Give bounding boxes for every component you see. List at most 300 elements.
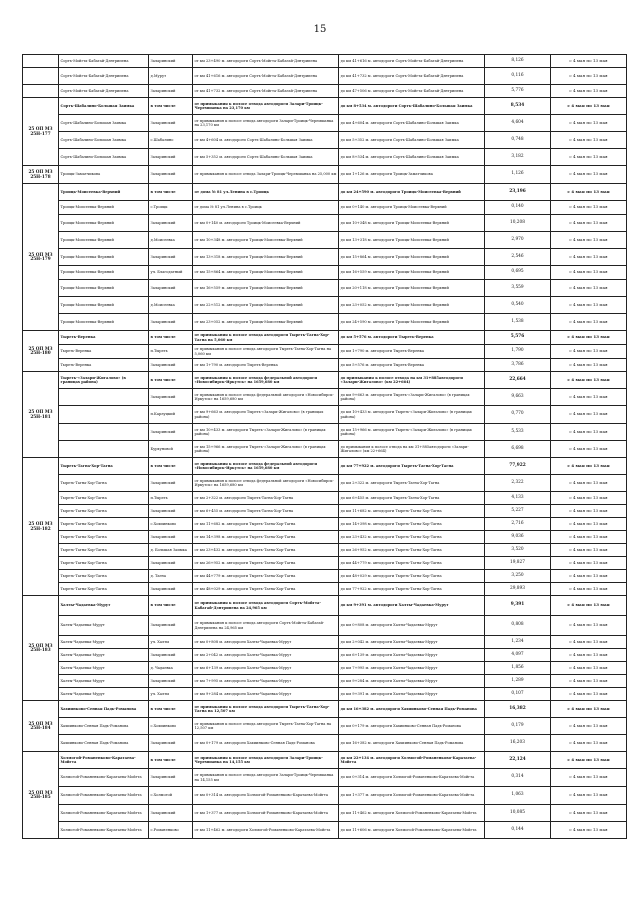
locality-cell: д. Большая Заимка <box>149 544 193 557</box>
restriction-period-cell: с 4 мая по 13 мая <box>551 201 627 215</box>
segment-end-cell: до км 10+348 м. автодороги Троицк-Моисеевка-Верхний <box>339 215 485 232</box>
road-name-cell: Троицк-Моисеевка-Верхний <box>59 314 149 331</box>
segment-start-cell: от км 23+432 м. автодороги Тыреть-Тагна-Хор-Тагна <box>193 544 339 557</box>
length-km-cell: 0,770 <box>485 406 551 424</box>
segment-start-cell: от км 23+052 м. автодороги Троицк-Моисеевка-Верхний <box>193 314 339 331</box>
locality-cell: уч. Халты <box>149 688 193 701</box>
segment-end-cell: до км 14+398 м. автодороги Тыреть-Тагна-Хор-Тагна <box>339 518 485 531</box>
segment-end-cell: до км 48+029 м. автодороги Тыреть-Тагна-Хор-Тагна <box>339 570 485 583</box>
restriction-period-cell: с 4 мая по 13 мая <box>551 184 627 201</box>
segment-start-cell: от примыкания к полосе отвода Залари-Троицк-Черемшанка на 25,000 км <box>193 166 339 184</box>
segment-start-cell: от примыкания к полосе отвода автодороги Тыреть-Тагна-Хор-Тагна на 5,060 км <box>193 331 339 345</box>
segment-end-cell: до км 9+663 м. автодороги Тыреть-«Залари-Жигалово» (в границах района) <box>339 389 485 406</box>
segment-end-cell: до км 5+576 м. автодороги Тыреть-Веренка <box>339 359 485 372</box>
restriction-period-cell: с 4 мая по 13 мая <box>551 441 627 458</box>
length-km-cell: 6,698 <box>485 441 551 458</box>
segment-start-cell: от примыкания к полосе отвода автодороги Тыреть-Тагна-Хор-Тагна на 5,060 км <box>193 345 339 359</box>
road-code-cell <box>23 85 59 98</box>
segment-end-cell: до км 41+616 м. автодороги Сортъ-Мойгта-Бабагай-Дэнтрипена <box>339 55 485 68</box>
restriction-period-cell: с 4 мая по 13 мая <box>551 649 627 662</box>
length-km-cell: 1,856 <box>485 662 551 675</box>
segment-start-cell: от км 10+348 м. автодороги Троицк-Моисеевка-Верхний <box>193 232 339 249</box>
length-km-cell: 1,234 <box>485 636 551 649</box>
restriction-period-cell: с 4 мая по 13 мая <box>551 98 627 115</box>
restriction-period-cell: с 4 мая по 13 мая <box>551 662 627 675</box>
road-name-cell: Тыреть-Тагна-Хор-Тагна <box>59 531 149 544</box>
segment-start-cell: от км 1+377 м. автодороги Холмогой-Романенково-Каратаева-Мойгта <box>193 805 339 822</box>
road-code-cell: 25 ОП МЗ 25Н-181 <box>23 372 59 458</box>
segment-start-cell: от км 48+029 м. автодороги Тыреть-Тагна-Хор-Тагна <box>193 583 339 596</box>
locality-cell: Бурхуновой <box>149 441 193 458</box>
locality-cell: Заларинский <box>149 215 193 232</box>
segment-start-cell: от км 22+512 м. автодороги Троицк-Моисеевка-Верхний <box>193 297 339 314</box>
restriction-period-cell: с 4 мая по 13 мая <box>551 735 627 752</box>
locality-cell: Заларинский <box>149 359 193 372</box>
length-km-cell: 16,382 <box>485 701 551 718</box>
restriction-period-cell: с 4 мая по 13 мая <box>551 769 627 787</box>
restriction-period-cell: с 4 мая по 13 мая <box>551 544 627 557</box>
locality-cell: п.Карлуцкий <box>149 406 193 424</box>
road-name-cell: Холмогой-Романенково-Каратаева-Мойгта <box>59 787 149 805</box>
road-name-cell: Троицк-Моисеевка-Верхний <box>59 297 149 314</box>
locality-cell: Заларинский <box>149 249 193 266</box>
segment-start-cell: от примыкания к полосе отвода автодороги Тыреть-Тагна-Хор-Тагна на 12,507 км <box>193 701 339 718</box>
segment-end-cell: до км 0+314 м. автодороги Холмогой-Романенково-Каратаева-Мойгта <box>339 769 485 787</box>
length-km-cell: 9,036 <box>485 531 551 544</box>
segment-end-cell: до км 5+576 м. автодороги Тыреть-Веренка <box>339 331 485 345</box>
road-name-cell: Тыреть-Тагна-Хор-Тагна <box>59 505 149 518</box>
road-code-cell: 25 ОП МЗ 25Н-183 <box>23 596 59 701</box>
restriction-period-cell: с 4 мая по 13 мая <box>551 314 627 331</box>
restriction-period-cell: с 4 мая по 13 мая <box>551 458 627 475</box>
locality-cell: в том числе <box>149 184 193 201</box>
road-name-cell: Сортъ-Мойгта-Бабагай-Дэнтрипена <box>59 55 149 68</box>
length-km-cell: 8,126 <box>485 55 551 68</box>
locality-cell: с.Романенково <box>149 822 193 839</box>
segment-end-cell: до км 10+433 м. автодороги Тыреть-«Залари-Жигалово» (в границах района) <box>339 406 485 424</box>
segment-start-cell: от км 41+616 м. автодороги Сортъ-Мойгта-Бабагай-Дэнтрипена <box>193 68 339 85</box>
road-name-cell: Халты-Чадаевка-Мурут <box>59 616 149 636</box>
locality-cell: п.Тыреть <box>149 492 193 505</box>
road-name-cell <box>59 406 149 424</box>
segment-end-cell: до км 2+042 м. автодороги Халты-Чадаевка-Мурут <box>339 636 485 649</box>
road-name-cell: Халты-Чадаевка-Мурут <box>59 688 149 701</box>
road-name-cell: Троицк-Моисеевка-Верхний <box>59 280 149 297</box>
locality-cell: д.Моисеевка <box>149 232 193 249</box>
restriction-period-cell: с 4 мая по 13 мая <box>551 132 627 149</box>
table-row <box>23 475 627 492</box>
length-km-cell: 1,538 <box>485 314 551 331</box>
restriction-period-cell: с 4 мая по 13 мая <box>551 232 627 249</box>
segment-end-cell: до км 16+559 м. автодороги Троицк-Моисеевка-Верхний <box>339 266 485 280</box>
locality-cell: Заларинский <box>149 55 193 68</box>
table-row <box>23 297 627 314</box>
road-name-cell: Тыреть-Тагна-Хор-Тагна <box>59 492 149 505</box>
road-code-cell: 25 ОП МЗ 25Н-179 <box>23 184 59 331</box>
segment-end-cell: до км 1+790 м. автодороги Тыреть-Веренка <box>339 345 485 359</box>
road-name-cell: Сортъ-Шабалино-Большая Заимка <box>59 115 149 132</box>
segment-start-cell: от примыкания к полосе отвода автодороги Сортъ-Мойгта-Бабагай-Дэнтрипена на 24,965 км <box>193 596 339 616</box>
table-row <box>23 718 627 735</box>
length-km-cell: 0,144 <box>485 822 551 839</box>
segment-start-cell: от км 7+995 м. автодороги Халты-Чадаевка-Мурут <box>193 675 339 688</box>
segment-start-cell: от км 2+322 м. автодороги Тыреть-Тагна-Хор-Тагна <box>193 492 339 505</box>
segment-start-cell: от км 6+139 м. автодороги Халты-Чадаевка-Мурут <box>193 662 339 675</box>
road-name-cell: Хахиинково-Сенная Падь-Романова <box>59 718 149 735</box>
segment-end-cell: до км 11+682 м. автодороги Тыреть-Тагна-Хор-Тагна <box>339 505 485 518</box>
restriction-period-cell: с 4 мая по 13 мая <box>551 166 627 184</box>
table-row <box>23 132 627 149</box>
road-closure-table <box>22 54 627 839</box>
road-name-cell: Сортъ-Мойгта-Бабагай-Дэнтрипена <box>59 68 149 85</box>
segment-start-cell: от км 4+604 м. автодороги Сортъ-Шабалино-Большая Заимка <box>193 132 339 149</box>
locality-cell: уч. Халты <box>149 636 193 649</box>
length-km-cell: 0,540 <box>485 297 551 314</box>
segment-start-cell: от км 11+682 м. автодороги Тыреть-Тагна-Хор-Тагна <box>193 518 339 531</box>
locality-cell: д. Тагна <box>149 570 193 583</box>
segment-start-cell: от км 16+559 м. автодороги Троицк-Моисеевка-Верхний <box>193 280 339 297</box>
restriction-period-cell: с 4 мая по 13 мая <box>551 518 627 531</box>
length-km-cell: 1,126 <box>485 166 551 184</box>
length-km-cell: 4,604 <box>485 115 551 132</box>
restriction-period-cell: с 4 мая по 13 мая <box>551 406 627 424</box>
segment-end-cell: до примыкания к полосе отвода на км 31+885автодороги «Залари-Жигалово» (км 22+664) <box>339 372 485 389</box>
road-name-cell: Троицк-Моисеевка-Верхний <box>59 232 149 249</box>
restriction-period-cell: с 4 мая по 13 мая <box>551 389 627 406</box>
table-group-row <box>23 701 627 718</box>
road-code-cell <box>23 68 59 85</box>
table-group-row <box>23 184 627 201</box>
road-name-cell: Сортъ-Шабалино-Большая Заимка <box>59 98 149 115</box>
road-name-cell: Тыреть-Тагна-Хор-Тагна <box>59 557 149 570</box>
table-row <box>23 280 627 297</box>
locality-cell: Заларинский <box>149 424 193 441</box>
length-km-cell: 5,776 <box>485 85 551 98</box>
road-name-cell <box>59 424 149 441</box>
table-row <box>23 115 627 132</box>
length-km-cell: 5,576 <box>485 331 551 345</box>
segment-start-cell: от примыкания к полосе отвода федеральной автодороги «Новосибирск-Иркутск» на 1659,680 км <box>193 372 339 389</box>
table-row <box>23 389 627 406</box>
segment-start-cell: от км 26+952 м. автодороги Тыреть-Тагна-Хор-Тагна <box>193 557 339 570</box>
table-row <box>23 215 627 232</box>
table-row <box>23 166 627 184</box>
length-km-cell: 2,546 <box>485 249 551 266</box>
length-km-cell: 19,827 <box>485 557 551 570</box>
locality-cell: Заларинский <box>149 389 193 406</box>
restriction-period-cell: с 4 мая по 13 мая <box>551 787 627 805</box>
segment-end-cell: до км 23+052 м. автодороги Троицк-Моисеевка-Верхний <box>339 297 485 314</box>
road-name-cell <box>59 389 149 406</box>
restriction-period-cell: с 4 мая по 13 мая <box>551 531 627 544</box>
restriction-period-cell: с 4 мая по 13 мая <box>551 505 627 518</box>
restriction-period-cell: с 4 мая по 13 мая <box>551 85 627 98</box>
length-km-cell: 9,663 <box>485 389 551 406</box>
table-row <box>23 518 627 531</box>
segment-start-cell: от км 6+455 м. автодороги Тыреть-Тагна-Хор-Тагна <box>193 505 339 518</box>
length-km-cell: 0,179 <box>485 718 551 735</box>
segment-start-cell: от км 2+042 м. автодороги Халты-Чадаевка-Мурут <box>193 649 339 662</box>
road-name-cell <box>59 441 149 458</box>
length-km-cell: 10,085 <box>485 805 551 822</box>
restriction-period-cell: с 4 мая по 13 мая <box>551 805 627 822</box>
table-row <box>23 787 627 805</box>
table-row <box>23 249 627 266</box>
length-km-cell: 16,203 <box>485 735 551 752</box>
road-name-cell: Халты-Чадаевка-Мурут <box>59 649 149 662</box>
segment-end-cell: до км 20+118 м. автодороги Троицк-Моисеевка-Верхний <box>339 280 485 297</box>
restriction-period-cell: с 4 мая по 13 мая <box>551 266 627 280</box>
table-group-row <box>23 98 627 115</box>
segment-start-cell: от км 9+663 м. автодороги Тыреть-«Залари-Жигалово» (в границах района) <box>193 406 339 424</box>
road-name-cell: Тыреть-Тагна-Хор-Тагна <box>59 475 149 492</box>
table-body <box>23 55 627 839</box>
table-row <box>23 424 627 441</box>
segment-start-cell: от примыкания к полосе отвода автодороги Залари-Троицк-Черемшанка на 23,170 км <box>193 98 339 115</box>
restriction-period-cell: с 4 мая по 13 мая <box>551 583 627 596</box>
segment-start-cell: от км 0+179 м. автодороги Хахиинково-Сенная Падь-Романова <box>193 735 339 752</box>
length-km-cell: 9,391 <box>485 596 551 616</box>
length-km-cell: 3,182 <box>485 149 551 166</box>
locality-cell: Заларинский <box>149 735 193 752</box>
length-km-cell: 1,063 <box>485 787 551 805</box>
road-name-cell: Троицк-Моисеевка-Верхний <box>59 266 149 280</box>
road-name-cell: Тыреть-Тагна-Хор-Тагна <box>59 583 149 596</box>
length-km-cell: 5,533 <box>485 424 551 441</box>
restriction-period-cell: с 4 мая по 13 мая <box>551 616 627 636</box>
length-km-cell: 29,893 <box>485 583 551 596</box>
table-row <box>23 544 627 557</box>
road-name-cell: Троицк-Заматчикова <box>59 166 149 184</box>
segment-end-cell: до км 0+808 м. автодороги Халты-Чадаевка-Мурут <box>339 616 485 636</box>
segment-start-cell: от примыкания к полосе отвода автодороги Сортъ-Мойгта-Бабагай-Дэнтрипена на 24,965 км <box>193 616 339 636</box>
road-code-cell <box>23 55 59 68</box>
locality-cell: в том числе <box>149 701 193 718</box>
length-km-cell: 3,250 <box>485 570 551 583</box>
locality-cell: д. Чадаевка <box>149 662 193 675</box>
road-code-cell: 25 ОП МЗ 25Н-184 <box>23 701 59 752</box>
segment-end-cell: до км 0+179 м. автодороги Хахиинково-Сенная Падь-Романова <box>339 718 485 735</box>
locality-cell: Заларинский <box>149 583 193 596</box>
segment-end-cell: до км 8+534 м. автодороги Сортъ-Шабалино-Большая Заимка <box>339 149 485 166</box>
locality-cell: Заларинский <box>149 557 193 570</box>
segment-end-cell: до км 24+590 м. автодороги Троицк-Моисеевка-Верхний <box>339 184 485 201</box>
segment-end-cell: до км 9+391 м. автодороги Халты-Чадаевка-Мурут <box>339 596 485 616</box>
segment-end-cell: до км 11+462 м. автодороги Холмогой-Романенково-Каратаева-Мойгта <box>339 805 485 822</box>
length-km-cell: 1,790 <box>485 345 551 359</box>
road-name-cell: Тыреть-Веренка <box>59 359 149 372</box>
locality-cell: Заларинский <box>149 505 193 518</box>
locality-cell: Заларинский <box>149 805 193 822</box>
locality-cell: Заларинский <box>149 85 193 98</box>
locality-cell: Заларинский <box>149 616 193 636</box>
table-row <box>23 68 627 85</box>
table-row <box>23 359 627 372</box>
locality-cell: Заларинский <box>149 280 193 297</box>
length-km-cell: 22,124 <box>485 752 551 769</box>
table-row <box>23 55 627 68</box>
locality-cell: с.Холмогой <box>149 787 193 805</box>
table-row <box>23 345 627 359</box>
road-name-cell: Тыреть-Тагна-Хор-Тагна <box>59 544 149 557</box>
segment-end-cell: до км 16+382 м. автодороги Хахиинково-Сенная Падь-Романова <box>339 701 485 718</box>
table-row <box>23 662 627 675</box>
segment-end-cell: до км 15+966 м. автодороги Тыреть-«Залари-Жигалово» (в границах района) <box>339 424 485 441</box>
restriction-period-cell: с 4 мая по 13 мая <box>551 215 627 232</box>
length-km-cell: 2,716 <box>485 518 551 531</box>
segment-end-cell: до км 0+140 м. автодороги Троицк-Моисеевка-Верхний <box>339 201 485 215</box>
length-km-cell: 0,116 <box>485 68 551 85</box>
table-group-row <box>23 596 627 616</box>
segment-start-cell: от примыкания к полосе отвода автодороги Залари-Троицк-Черемшанка на 14,155 км <box>193 769 339 787</box>
page-number: 15 <box>313 24 327 35</box>
locality-cell: д.Мурут <box>149 68 193 85</box>
segment-end-cell: до км 1+126 м. автодороги Троицк-Заматчикова <box>339 166 485 184</box>
length-km-cell: 3,520 <box>485 544 551 557</box>
length-km-cell: 4,133 <box>485 492 551 505</box>
road-name-cell: Хахиинково-Сенная Падь-Романова <box>59 735 149 752</box>
restriction-period-cell: с 4 мая по 13 мая <box>551 492 627 505</box>
segment-end-cell: до км 24+590 м. автодороги Троицк-Моисеевка-Верхний <box>339 314 485 331</box>
segment-end-cell: до км 41+732 м. автодороги Сортъ-Мойгта-Бабагай-Дэнтрипена <box>339 68 485 85</box>
table-row <box>23 149 627 166</box>
table-row <box>23 649 627 662</box>
road-name-cell: Троицк-Моисеевка-Верхний <box>59 201 149 215</box>
road-name-cell: Холмогой-Романенково-Каратаева-Мойгта <box>59 752 149 769</box>
road-code-cell: 25 ОП МЗ 25Н-182 <box>23 458 59 596</box>
table-row <box>23 805 627 822</box>
segment-start-cell: от км 0+314 м. автодороги Холмогой-Романенково-Каратаева-Мойгта <box>193 787 339 805</box>
locality-cell: в том числе <box>149 331 193 345</box>
segment-end-cell: до примыкания к полосе отвода на км 31+885автодороги «Залари-Жигалово» (км 22+664) <box>339 441 485 458</box>
restriction-period-cell: с 4 мая по 13 мая <box>551 596 627 616</box>
table-row <box>23 675 627 688</box>
locality-cell: Заларинский <box>149 649 193 662</box>
length-km-cell: 77,922 <box>485 458 551 475</box>
segment-end-cell: до км 22+134 м. автодороги Холмогой-Романенково-Каратаева-Мойгта <box>339 752 485 769</box>
length-km-cell: 0,140 <box>485 201 551 215</box>
road-name-cell: Халты-Чадаевка-Мурут <box>59 675 149 688</box>
segment-end-cell: до км 47+506 м. автодороги Сортъ-Мойгта-Бабагай-Дэнтрипена <box>339 85 485 98</box>
length-km-cell: 0,107 <box>485 688 551 701</box>
segment-end-cell: до км 13+318 м. автодороги Троицк-Моисеевка-Верхний <box>339 232 485 249</box>
length-km-cell: 3,786 <box>485 359 551 372</box>
segment-start-cell: от км 41+732 м. автодороги Сортъ-Мойгта-Бабагай-Дэнтрипена <box>193 85 339 98</box>
restriction-period-cell: с 4 мая по 13 мая <box>551 55 627 68</box>
table-row <box>23 266 627 280</box>
table-row <box>23 557 627 570</box>
locality-cell: Заларинский <box>149 769 193 787</box>
segment-end-cell: до км 8+534 м. автодороги Сортъ-Шабалино-Большая Заимка <box>339 98 485 115</box>
restriction-period-cell: с 4 мая по 13 мая <box>551 475 627 492</box>
road-name-cell: Халты-Чадаевка-Мурут <box>59 636 149 649</box>
segment-end-cell: до км 9+284 м. автодороги Халты-Чадаевка-Мурут <box>339 675 485 688</box>
restriction-period-cell: с 4 мая по 13 мая <box>551 249 627 266</box>
restriction-period-cell: с 4 мая по 13 мая <box>551 718 627 735</box>
segment-start-cell: от км 44+779 м. автодороги Тыреть-Тагна-Хор-Тагна <box>193 570 339 583</box>
length-km-cell: 5,227 <box>485 505 551 518</box>
restriction-period-cell: с 4 мая по 13 мая <box>551 372 627 389</box>
segment-end-cell: до км 1+377 м. автодороги Холмогой-Романенково-Каратаева-Мойгта <box>339 787 485 805</box>
length-km-cell: 22,664 <box>485 372 551 389</box>
length-km-cell: 0,748 <box>485 132 551 149</box>
road-name-cell: Тыреть-Веренка <box>59 345 149 359</box>
restriction-period-cell: с 4 мая по 13 мая <box>551 675 627 688</box>
restriction-period-cell: с 4 мая по 13 мая <box>551 424 627 441</box>
locality-cell: Заларинский <box>149 531 193 544</box>
road-name-cell: Тыреть-Веренка <box>59 331 149 345</box>
segment-end-cell: до км 44+779 м. автодороги Тыреть-Тагна-Хор-Тагна <box>339 557 485 570</box>
locality-cell: в том числе <box>149 458 193 475</box>
locality-cell: в том числе <box>149 752 193 769</box>
locality-cell: в том числе <box>149 596 193 616</box>
table-row <box>23 735 627 752</box>
table-row <box>23 688 627 701</box>
table-row <box>23 314 627 331</box>
table-row <box>23 441 627 458</box>
table-row <box>23 201 627 215</box>
locality-cell: с.Шабалино <box>149 132 193 149</box>
road-code-cell: 25 ОП МЗ 25Н-177 <box>23 98 59 166</box>
segment-end-cell: до км 11+606 м. автодороги Холмогой-Романенково-Каратаева-Мойгта <box>339 822 485 839</box>
segment-end-cell: до км 9+391 м. автодороги Халты-Чадаевка-Мурут <box>339 688 485 701</box>
restriction-period-cell: с 4 мая по 13 мая <box>551 68 627 85</box>
segment-end-cell: до км 77+922 м. автодороги Тыреть-Тагна-Хор-Тагна <box>339 583 485 596</box>
segment-start-cell: от примыкания к полосе отвода автодороги Залари-Троицк-Черемшанка на 14,155 км <box>193 752 339 769</box>
table-row <box>23 616 627 636</box>
length-km-cell: 8,534 <box>485 98 551 115</box>
locality-cell: Заларинский <box>149 475 193 492</box>
table-row <box>23 570 627 583</box>
segment-end-cell: до км 77+922 м. автодороги Тыреть-Тагна-Хор-Тагна <box>339 458 485 475</box>
road-name-cell: Сортъ-Мойгта-Бабагай-Дэнтрипена <box>59 85 149 98</box>
restriction-period-cell: с 4 мая по 13 мая <box>551 297 627 314</box>
locality-cell: Заларинский <box>149 675 193 688</box>
segment-end-cell: до км 23+432 м. автодороги Тыреть-Тагна-Хор-Тагна <box>339 531 485 544</box>
segment-end-cell: до км 7+995 м. автодороги Халты-Чадаевка-Мурут <box>339 662 485 675</box>
road-name-cell: Холмогой-Романенково-Каратаева-Мойгта <box>59 805 149 822</box>
locality-cell: с.Хохиинково <box>149 718 193 735</box>
table-row <box>23 636 627 649</box>
length-km-cell: 23,196 <box>485 184 551 201</box>
table-group-row <box>23 458 627 475</box>
segment-start-cell: от км 11+462 м. автодороги Холмогой-Романенково-Каратаева-Мойгта <box>193 822 339 839</box>
road-name-cell: Троицк-Моисеевка-Верхний <box>59 249 149 266</box>
road-name-cell: Троицк-Моисеевка-Верхний <box>59 184 149 201</box>
segment-start-cell: от дома № 81 ул.Ленина в с.Троицк <box>193 201 339 215</box>
road-name-cell: Сортъ-Шабалино-Большая Заимка <box>59 132 149 149</box>
length-km-cell: 3,559 <box>485 280 551 297</box>
length-km-cell: 0,695 <box>485 266 551 280</box>
segment-start-cell: от км 23+490 м. автодороги Сортъ-Мойгта-Бабагай-Дэнтрипена <box>193 55 339 68</box>
road-name-cell: Троицк-Моисеевка-Верхний <box>59 215 149 232</box>
segment-start-cell: от км 1+790 м. автодороги Тыреть-Веренка <box>193 359 339 372</box>
length-km-cell: 2,970 <box>485 232 551 249</box>
restriction-period-cell: с 4 мая по 13 мая <box>551 822 627 839</box>
table-row <box>23 505 627 518</box>
restriction-period-cell: с 4 мая по 13 мая <box>551 280 627 297</box>
locality-cell: уч. Благодатный <box>149 266 193 280</box>
table-row <box>23 822 627 839</box>
road-name-cell: Тыреть-Тагна-Хор-Тагна <box>59 518 149 531</box>
locality-cell: д.Моисеевка <box>149 297 193 314</box>
segment-start-cell: от примыкания к полосе отвода автодороги Тыреть-Тагна-Хор-Тагна на 12,507 км <box>193 718 339 735</box>
road-name-cell: Хахиинково-Сенная Падь-Романова <box>59 701 149 718</box>
table-row <box>23 85 627 98</box>
segment-start-cell: от км 9+284 м. автодороги Халты-Чадаевка-Мурут <box>193 688 339 701</box>
segment-start-cell: от км 15+966 м. автодороги Тыреть-«Залари-Жигалово» (в границах района) <box>193 441 339 458</box>
road-name-cell: Холмогой-Романенково-Каратаева-Мойгта <box>59 769 149 787</box>
